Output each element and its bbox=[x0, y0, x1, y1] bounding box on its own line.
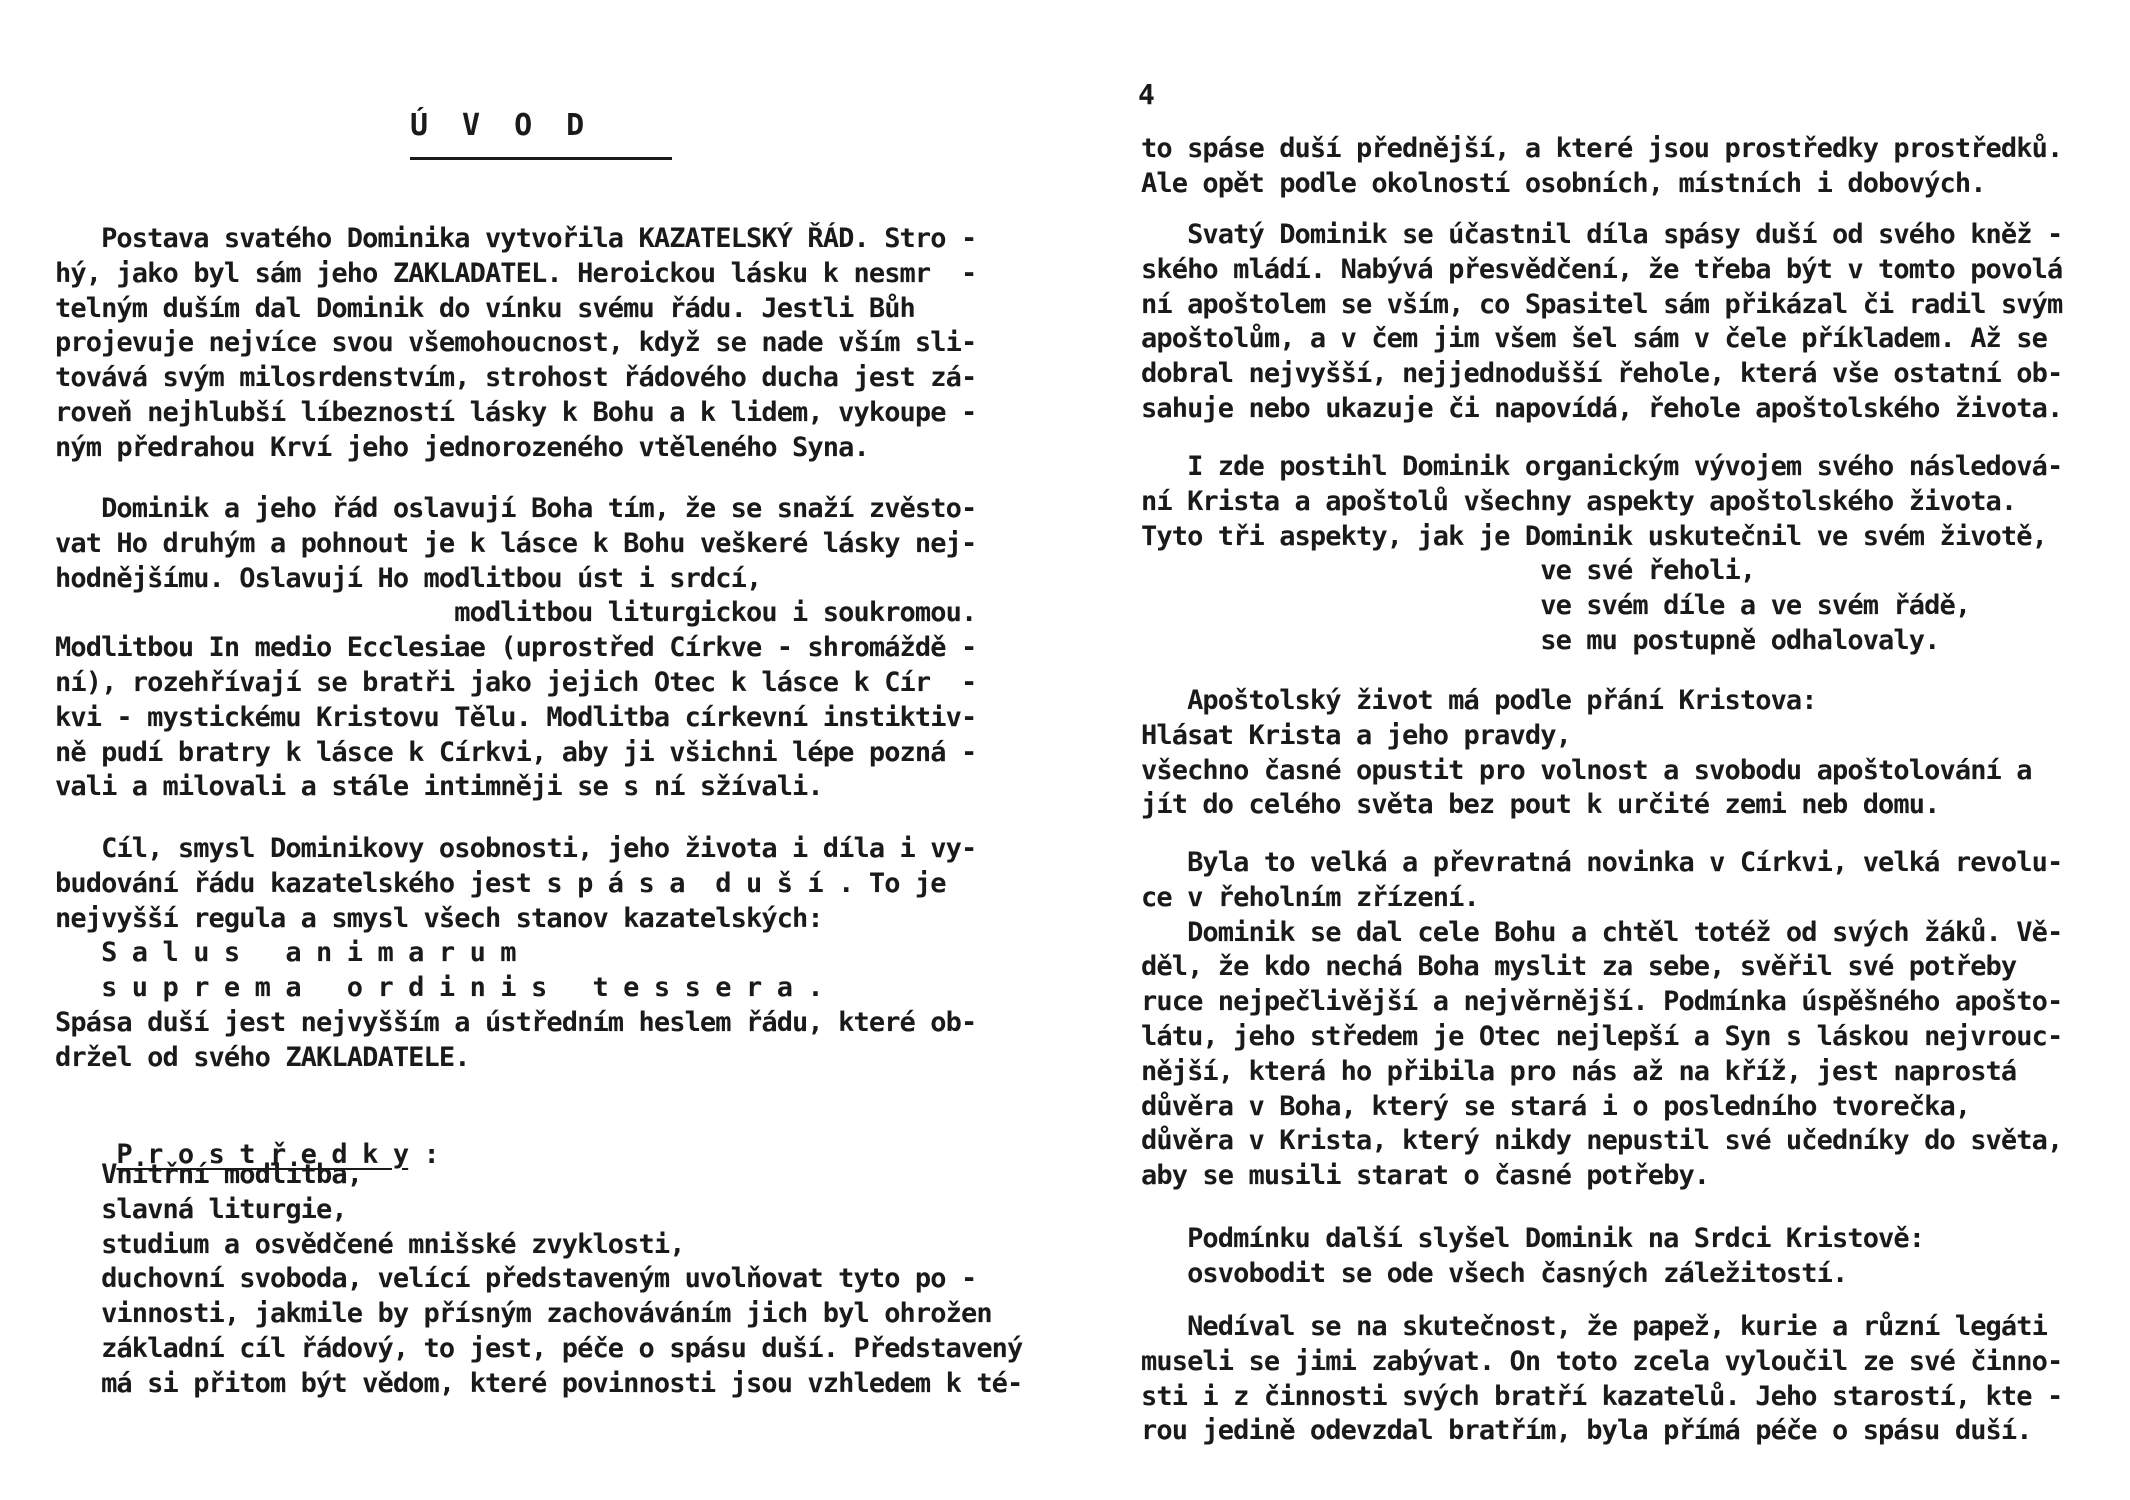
text-line: hý, jako byl sám jeho ZAKLADATEL. Heroickou lásku k nesmr - bbox=[55, 257, 977, 289]
text-line: projevuje nejvíce svou všemohoucnost, když se nade vším sli- bbox=[55, 327, 977, 359]
text-line: hodnějšímu. Oslavují Ho modlitbou úst i srdcí, bbox=[55, 562, 762, 594]
left-paragraph-2 bbox=[55, 492, 976, 805]
text-line: aby se musili starat o časné potřeby. bbox=[1141, 1160, 1710, 1192]
text-line: Modlitbou In medio Ecclesiae (uprostřed Církve - shromáždě - bbox=[55, 632, 977, 664]
text-line: Nedíval se na skutečnost, že papež, kurie a různí legáti bbox=[1141, 1311, 2047, 1342]
text-line: slavná liturgie, bbox=[55, 1193, 347, 1225]
text-line: ní Krista a apoštolů všechny aspekty apoštolského života. bbox=[1141, 485, 2017, 517]
text-line: ce v řeholním zřízení. bbox=[1141, 881, 1479, 913]
text-line: ve své řeholi, bbox=[1141, 555, 1756, 587]
section-heading-colon: : bbox=[408, 1138, 439, 1170]
text-line: důvěra v Boha, který se stará i o posledního tvorečka, bbox=[1141, 1090, 1971, 1122]
text-line: Vnitřní modlitba, bbox=[55, 1159, 363, 1190]
text-line: se mu postupně odhalovaly. bbox=[1141, 624, 1940, 656]
title-underline bbox=[410, 157, 672, 160]
text-line: sahuje nebo ukazuje či napovídá, řehole apoštolského života. bbox=[1141, 392, 2063, 424]
text-line: základní cíl řádový, to jest, péče o spásu duší. Představený bbox=[55, 1332, 1023, 1364]
page-title: ÚVOD bbox=[410, 108, 619, 143]
text-line: nejvyšší regula a smysl všech stanov kazatelských: bbox=[55, 902, 823, 934]
text-line: duchovní svoboda, velící představeným uvolňovat tyto po - bbox=[55, 1263, 977, 1295]
right-paragraph-6 bbox=[1141, 1310, 2062, 1449]
text-line: to spáse duší přednější, a které jsou prostředky prostředků. bbox=[1141, 133, 2063, 164]
text-line: ského mládí. Nabývá přesvědčení, že třeba být v tomto povolá bbox=[1141, 253, 2063, 285]
text-line: Cíl, smysl Dominikovy osobnosti, jeho života i díla i vy- bbox=[55, 833, 977, 864]
section-heading-text: P r o s t ř e d k y bbox=[116, 1138, 409, 1170]
left-paragraph-3 bbox=[55, 832, 976, 1076]
page-title-block bbox=[410, 108, 670, 160]
left-paragraph-1 bbox=[55, 222, 976, 466]
text-line: S a l u s a n i m a r u m bbox=[55, 937, 516, 969]
right-paragraph-1 bbox=[1141, 218, 2062, 427]
text-line: všechno časné opustit pro volnost a svobodu apoštolování a bbox=[1141, 754, 2032, 786]
text-line: látu, jeho středem je Otec nejlepší a Syn s láskou nejvrouc- bbox=[1141, 1020, 2063, 1052]
text-line: ným předrahou Krví jeho jednorozeného vtěleného Syna. bbox=[55, 431, 869, 463]
text-line: má si přitom být vědom, které povinnosti jsou vzhledem k té- bbox=[55, 1367, 1023, 1399]
text-line: museli se jimi zabývat. On toto zcela vyloučil ze své činno- bbox=[1141, 1345, 2063, 1377]
text-line: roveň nejhlubší líbezností lásky k Bohu a k lidem, vykoupe - bbox=[55, 396, 977, 428]
text-line: Podmínku další slyšel Dominik na Srdci Kristově: bbox=[1141, 1223, 1925, 1254]
text-line: I zde postihl Dominik organickým vývojem svého následová- bbox=[1141, 451, 2063, 482]
text-line: studium a osvědčené mnišské zvyklosti, bbox=[55, 1228, 685, 1260]
left-paragraph-4 bbox=[55, 1158, 1022, 1402]
text-line: tovává svým milosrdenstvím, strohost řádového ducha jest zá- bbox=[55, 362, 977, 394]
text-line: Dominik a jeho řád oslavují Boha tím, že se snaží zvěsto- bbox=[55, 493, 977, 524]
text-line: telným duším dal Dominik do vínku svému řádu. Jestli Bůh bbox=[55, 292, 915, 324]
text-line: ně pudí bratry k lásce k Církvi, aby ji všichni lépe pozná - bbox=[55, 736, 977, 768]
text-line: rou jedině odevzdal bratřím, byla přímá péče o spásu duší. bbox=[1141, 1415, 2032, 1447]
text-line: sti i z činnosti svých bratří kazatelů. Jeho starostí, kte - bbox=[1141, 1380, 2063, 1412]
text-line: ruce nejpečlivější a nejvěrnější. Podmínka úspěšného apošto- bbox=[1141, 986, 2063, 1018]
text-line: Spása duší jest nejvyšším a ústředním heslem řádu, které ob- bbox=[55, 1006, 977, 1038]
text-line: Svatý Dominik se účastnil díla spásy duší od svého kněž - bbox=[1141, 219, 2063, 250]
text-line: držel od svého ZAKLADATELE. bbox=[55, 1041, 470, 1073]
page-number: 4 bbox=[1138, 78, 1155, 111]
text-line: modlitbou liturgickou i soukromou. bbox=[55, 597, 977, 629]
text-line: ve svém díle a ve svém řádě, bbox=[1141, 590, 1971, 622]
text-line: s u p r e m a o r d i n i s t e s s e r a . bbox=[55, 972, 823, 1004]
text-line: kvi - mystickému Kristovu Tělu. Modlitba církevní instiktiv- bbox=[55, 701, 977, 733]
text-line: děl, že kdo nechá Boha myslit za sebe, svěřil své potřeby bbox=[1141, 951, 2017, 983]
text-line: vinnosti, jakmile by přísným zachováváním jich byl ohrožen bbox=[55, 1298, 992, 1330]
text-line: vat Ho druhým a pohnout je k lásce k Bohu veškeré lásky nej- bbox=[55, 527, 977, 559]
text-line: ní apoštolem se vším, co Spasitel sám přikázal či radil svým bbox=[1141, 288, 2063, 320]
text-line: osvobodit se ode všech časných záležitostí. bbox=[1141, 1257, 1848, 1289]
right-paragraph-3 bbox=[1141, 684, 2032, 823]
text-line: jít do celého světa bez pout k určité zemi neb domu. bbox=[1141, 789, 1940, 821]
right-paragraph-2 bbox=[1141, 450, 2062, 659]
text-line: Ale opět podle okolností osobních, místních i dobových. bbox=[1141, 167, 1986, 199]
text-line: ní), rozehřívají se bratři jako jejich Otec k lásce k Cír - bbox=[55, 666, 977, 698]
text-line: vali a milovali a stále intimněji se s ní sžívali. bbox=[55, 771, 823, 803]
section-heading bbox=[55, 1103, 439, 1170]
right-paragraph-4 bbox=[1141, 846, 2062, 1194]
text-line: nější, která ho přibila pro nás až na kříž, jest naprostá bbox=[1141, 1055, 2017, 1087]
text-line: Dominik se dal cele Bohu a chtěl totéž od svých žáků. Vě- bbox=[1141, 916, 2063, 948]
text-line: důvěra v Krista, který nikdy nepustil své učedníky do světa, bbox=[1141, 1125, 2063, 1157]
text-line: Byla to velká a převratná novinka v Církvi, velká revolu- bbox=[1141, 847, 2063, 878]
text-line: apoštolům, a v čem jim všem šel sám v čele příkladem. Až se bbox=[1141, 323, 2047, 355]
right-paragraph-0 bbox=[1141, 132, 2062, 202]
right-paragraph-5 bbox=[1141, 1222, 1924, 1292]
text-line: Hlásat Krista a jeho pravdy, bbox=[1141, 719, 1571, 751]
text-line: dobral nejvyšší, nejjednodušší řehole, která vše ostatní ob- bbox=[1141, 358, 2063, 390]
text-line: Tyto tři aspekty, jak je Dominik uskutečnil ve svém životě, bbox=[1141, 520, 2047, 552]
text-line: budování řádu kazatelského jest s p á s a d u š í . To je bbox=[55, 867, 946, 899]
text-line: Apoštolský život má podle přání Kristova: bbox=[1141, 685, 1817, 716]
text-line: Postava svatého Dominika vytvořila KAZATELSKÝ ŘÁD. Stro - bbox=[55, 223, 977, 254]
